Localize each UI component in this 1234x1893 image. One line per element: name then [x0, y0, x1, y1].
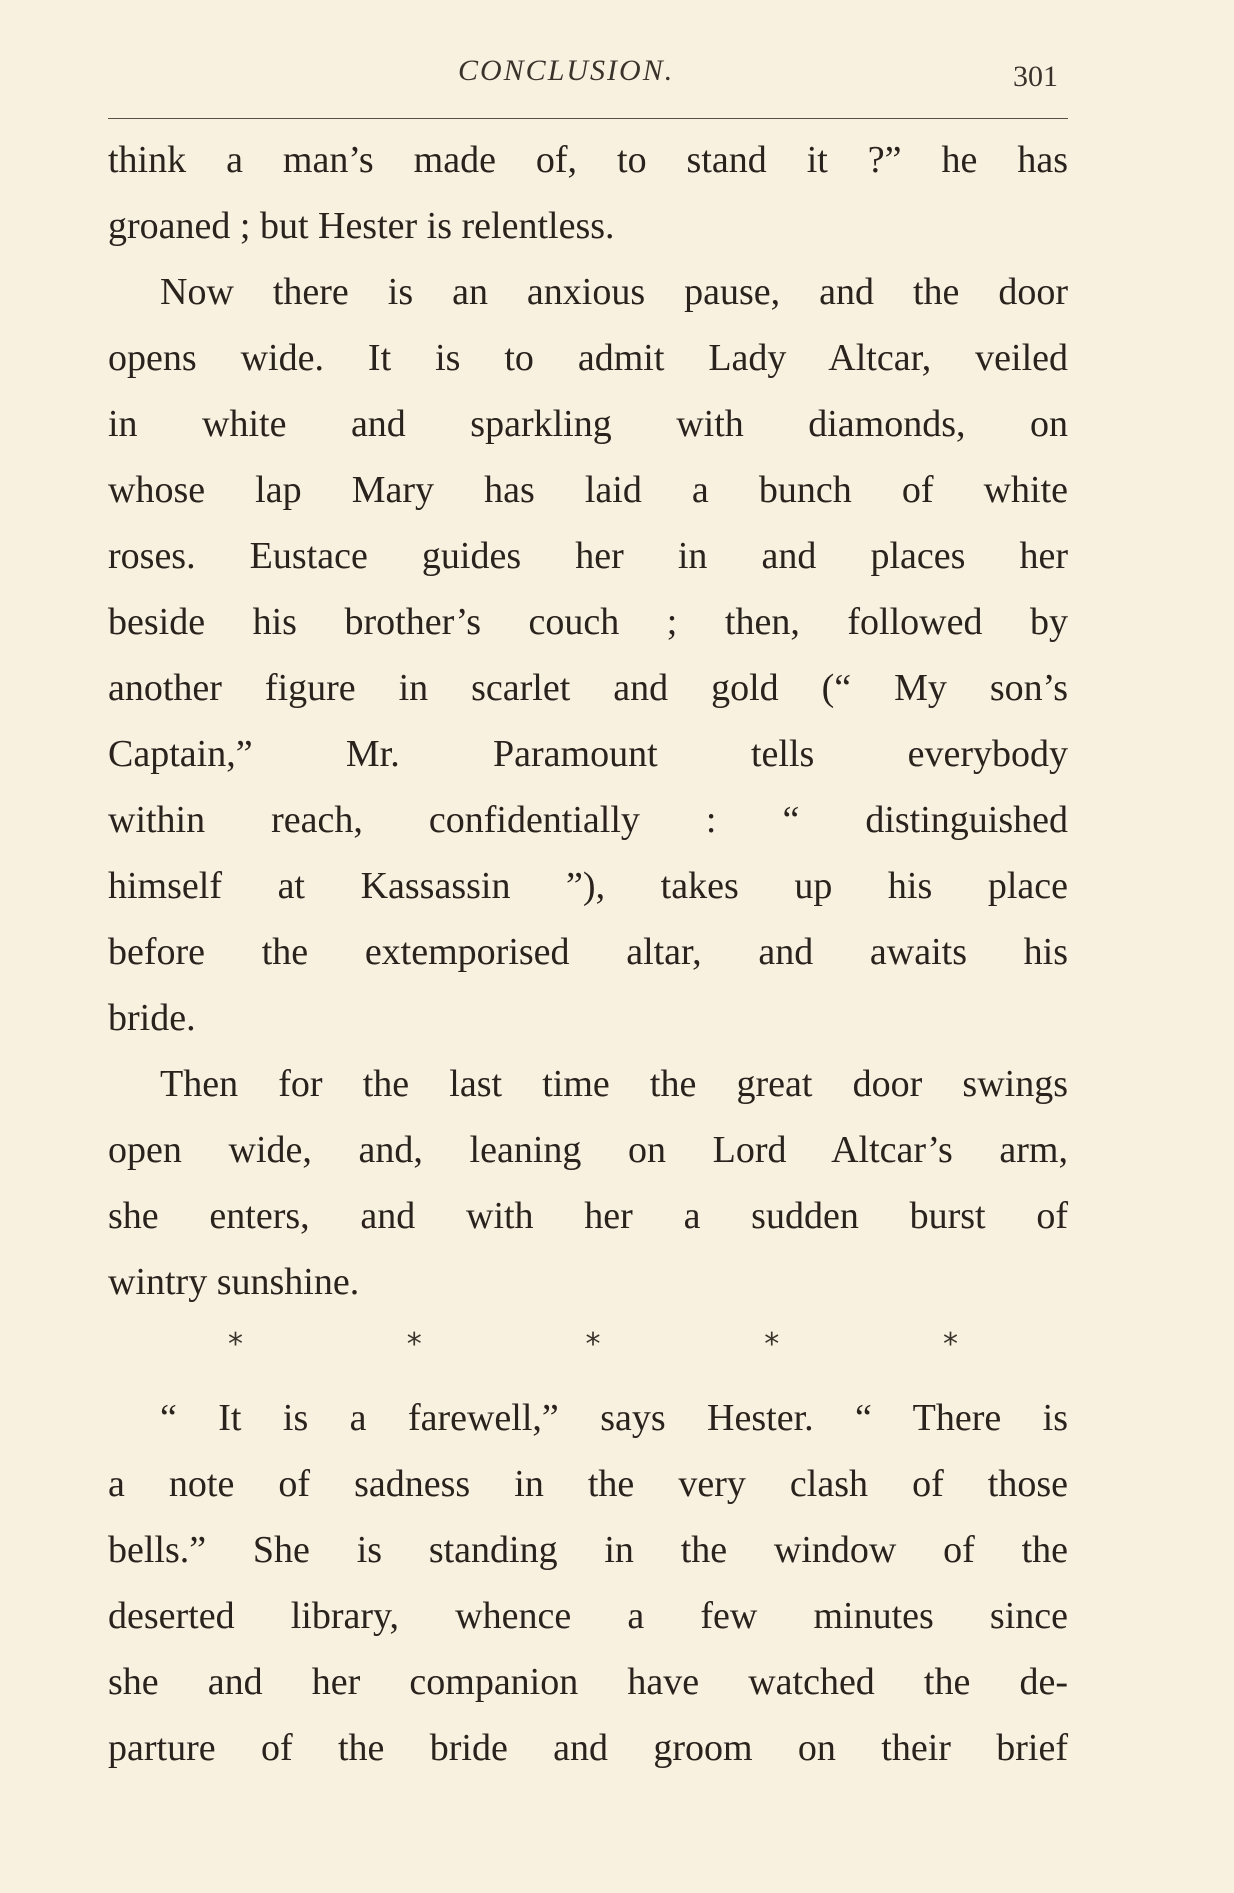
- paragraph: [108, 127, 1068, 259]
- body-text: [108, 127, 1068, 1781]
- separator-star: *: [943, 1327, 958, 1362]
- text-line: she enters, and with her a sudden burst of: [108, 1195, 1068, 1237]
- paragraph: [108, 1385, 1068, 1781]
- text-line: bride.: [108, 997, 196, 1039]
- text-line: open wide, and, leaning on Lord Altcar’s arm,: [108, 1129, 1068, 1171]
- text-line: “ It is a farewell,” says Hester. “ There is: [160, 1397, 1068, 1439]
- text-line: a note of sadness in the very clash of those: [108, 1463, 1068, 1505]
- separator-star: *: [764, 1327, 780, 1362]
- header-rule: [108, 118, 1068, 119]
- text-line: opens wide. It is to admit Lady Altcar, veiled: [108, 337, 1068, 379]
- text-line: parture of the bride and groom on their brief: [108, 1727, 1068, 1769]
- separator-star: *: [406, 1327, 422, 1362]
- page-number: 301: [1013, 60, 1058, 93]
- text-line: deserted library, whence a few minutes since: [108, 1595, 1068, 1637]
- chapter-title: CONCLUSION.: [458, 54, 675, 87]
- running-head: [108, 52, 1068, 122]
- paragraph: [108, 1051, 1068, 1315]
- section-separator: [108, 1315, 1068, 1385]
- text-line: groaned ; but Hester is relentless.: [108, 205, 615, 247]
- text-line: Then for the last time the great door swings: [160, 1063, 1068, 1105]
- text-line: Captain,” Mr. Paramount tells everybody: [108, 733, 1068, 775]
- text-line: whose lap Mary has laid a bunch of white: [108, 469, 1068, 511]
- separator-star: *: [585, 1327, 601, 1362]
- separator-star: *: [228, 1327, 243, 1362]
- text-line: within reach, confidentially : “ distinguished: [108, 799, 1068, 841]
- text-line: Now there is an anxious pause, and the door: [160, 271, 1068, 313]
- text-line: bells.” She is standing in the window of the: [108, 1529, 1068, 1571]
- text-line: before the extemporised altar, and awaits his: [108, 931, 1068, 973]
- text-line: beside his brother’s couch ; then, followed by: [108, 601, 1068, 643]
- text-line: roses. Eustace guides her in and places her: [108, 535, 1068, 577]
- text-line: she and her companion have watched the de-: [108, 1661, 1068, 1703]
- text-line: think a man’s made of, to stand it ?” he has: [108, 139, 1068, 181]
- text-line: wintry sunshine.: [108, 1261, 360, 1303]
- text-line: another figure in scarlet and gold (“ My son’s: [108, 667, 1068, 709]
- text-line: in white and sparkling with diamonds, on: [108, 403, 1068, 445]
- paragraph: [108, 259, 1068, 1051]
- text-line: himself at Kassassin ”), takes up his place: [108, 865, 1068, 907]
